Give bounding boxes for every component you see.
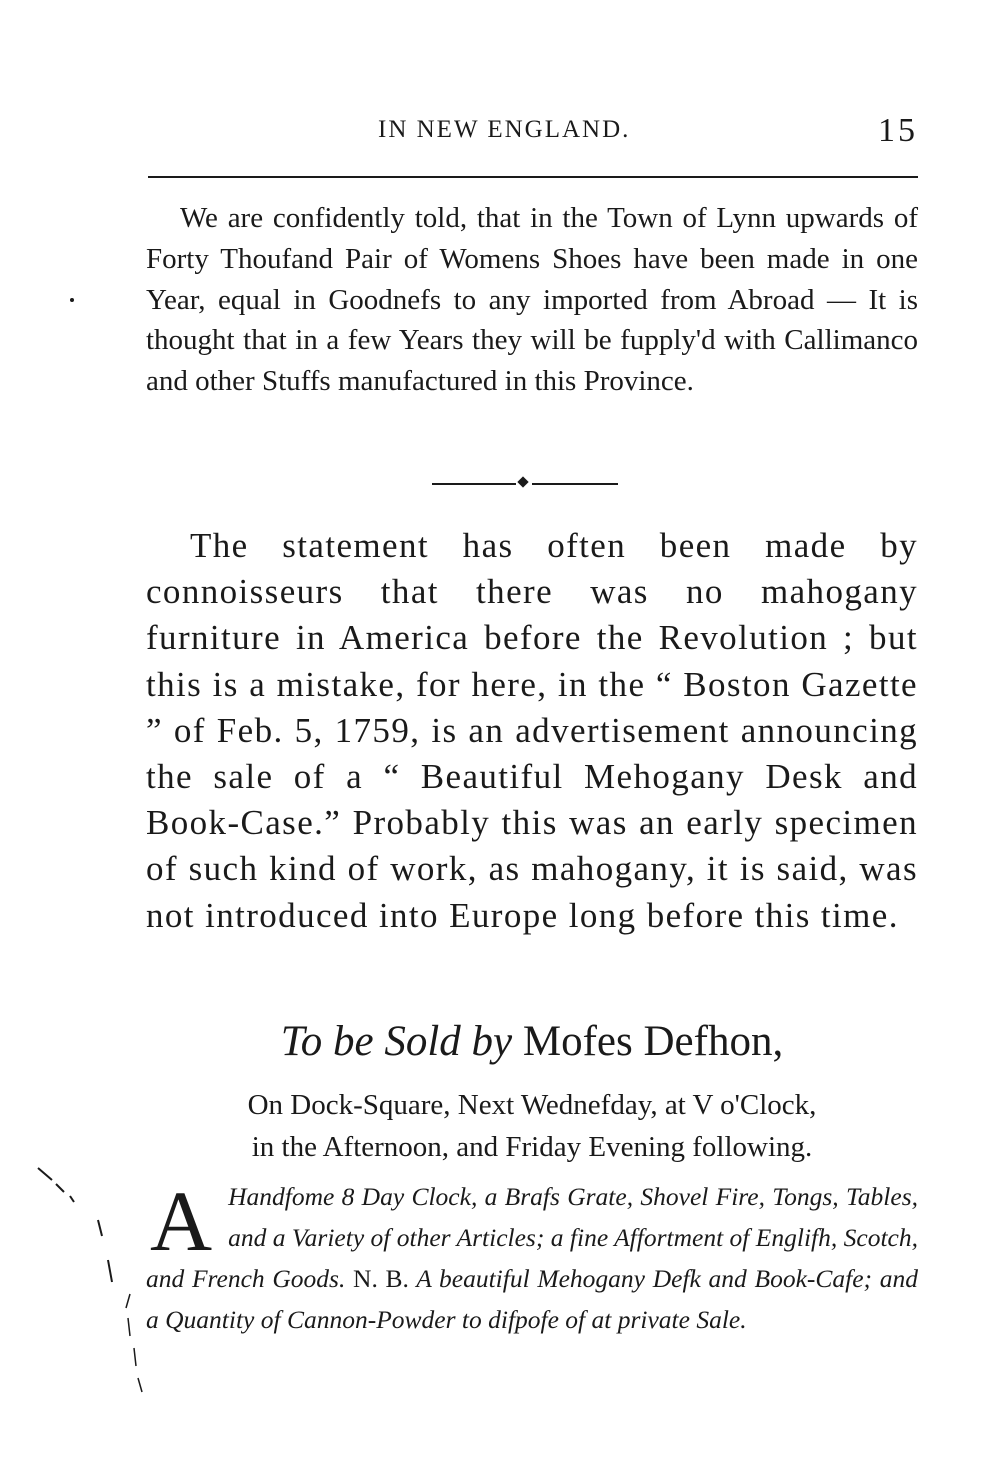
advertisement-subtitle-line-1: On Dock-Square, Next Wednefday, at V o'Clock, [247,1089,817,1121]
advertisement-title-italic: To be Sold by [280,1018,513,1065]
advertisement-body [146,1173,919,1340]
advertisement-body-part-1: Handfome 8 Day Clock, a Brafs Grate, Shovel Fire, Tongs, Tables, and a Variety of other Articles; a fine Affortment of Englifh, Scotch, and French Goods. [146,1182,918,1293]
header-rule [148,176,918,178]
advertisement-body-part-2: A beautiful Mehogany Defk and Book-Cafe; and a Quantity of Cannon-Powder to difpofe of at private Sale. [146,1264,919,1334]
quoted-news-paragraph: We are confidently told, that in the Town of Lynn upwards of Forty Thoufand Pair of Womens Shoes have been made in one Year, equal in Goodnefs to any imported from Abroad — It is thought that in a few Years they will be fupply'd with Callimanco and other Stuffs manufactured in this Province. [146,202,918,398]
advertisement-nota-bene: N. B. [353,1264,409,1293]
advertisement-title [146,1014,918,1070]
page-number: 15 [878,112,918,149]
advertisement-subtitle [146,1084,918,1168]
running-title: IN NEW ENGLAND. [378,116,631,143]
margin-dot [70,298,74,302]
margin-mark-lower [126,1294,142,1392]
advertisement-seller-name: Mofes Defhon, [522,1018,784,1065]
margin-mark-upper [38,1168,74,1202]
margin-pen-marks [30,1160,150,1400]
margin-mark-middle [98,1220,112,1282]
section-divider-ornament [432,474,618,494]
ornament-rule-right [532,483,618,485]
drop-cap: A [150,1173,213,1269]
commentary-paragraph: The statement has often been made by connoisseurs that there was no mahogany furniture in America before the Revolution ; but this is a mistake, for here, in the “ Boston Gazette ” of Feb. 5, 1759, is an advertisement announcing the sale of a “ Beautiful Mehogany Desk and Book-Case.” Probably this was an early specimen of such kind of work, as mahogany, it is said, was not introduced into Europe long before this time. [146,526,918,935]
ornament-diamond [517,476,528,487]
advertisement-subtitle-line-2: in the Afternoon, and Friday Evening following. [251,1131,813,1163]
running-head [148,112,918,152]
ornament-rule-left [432,483,516,485]
